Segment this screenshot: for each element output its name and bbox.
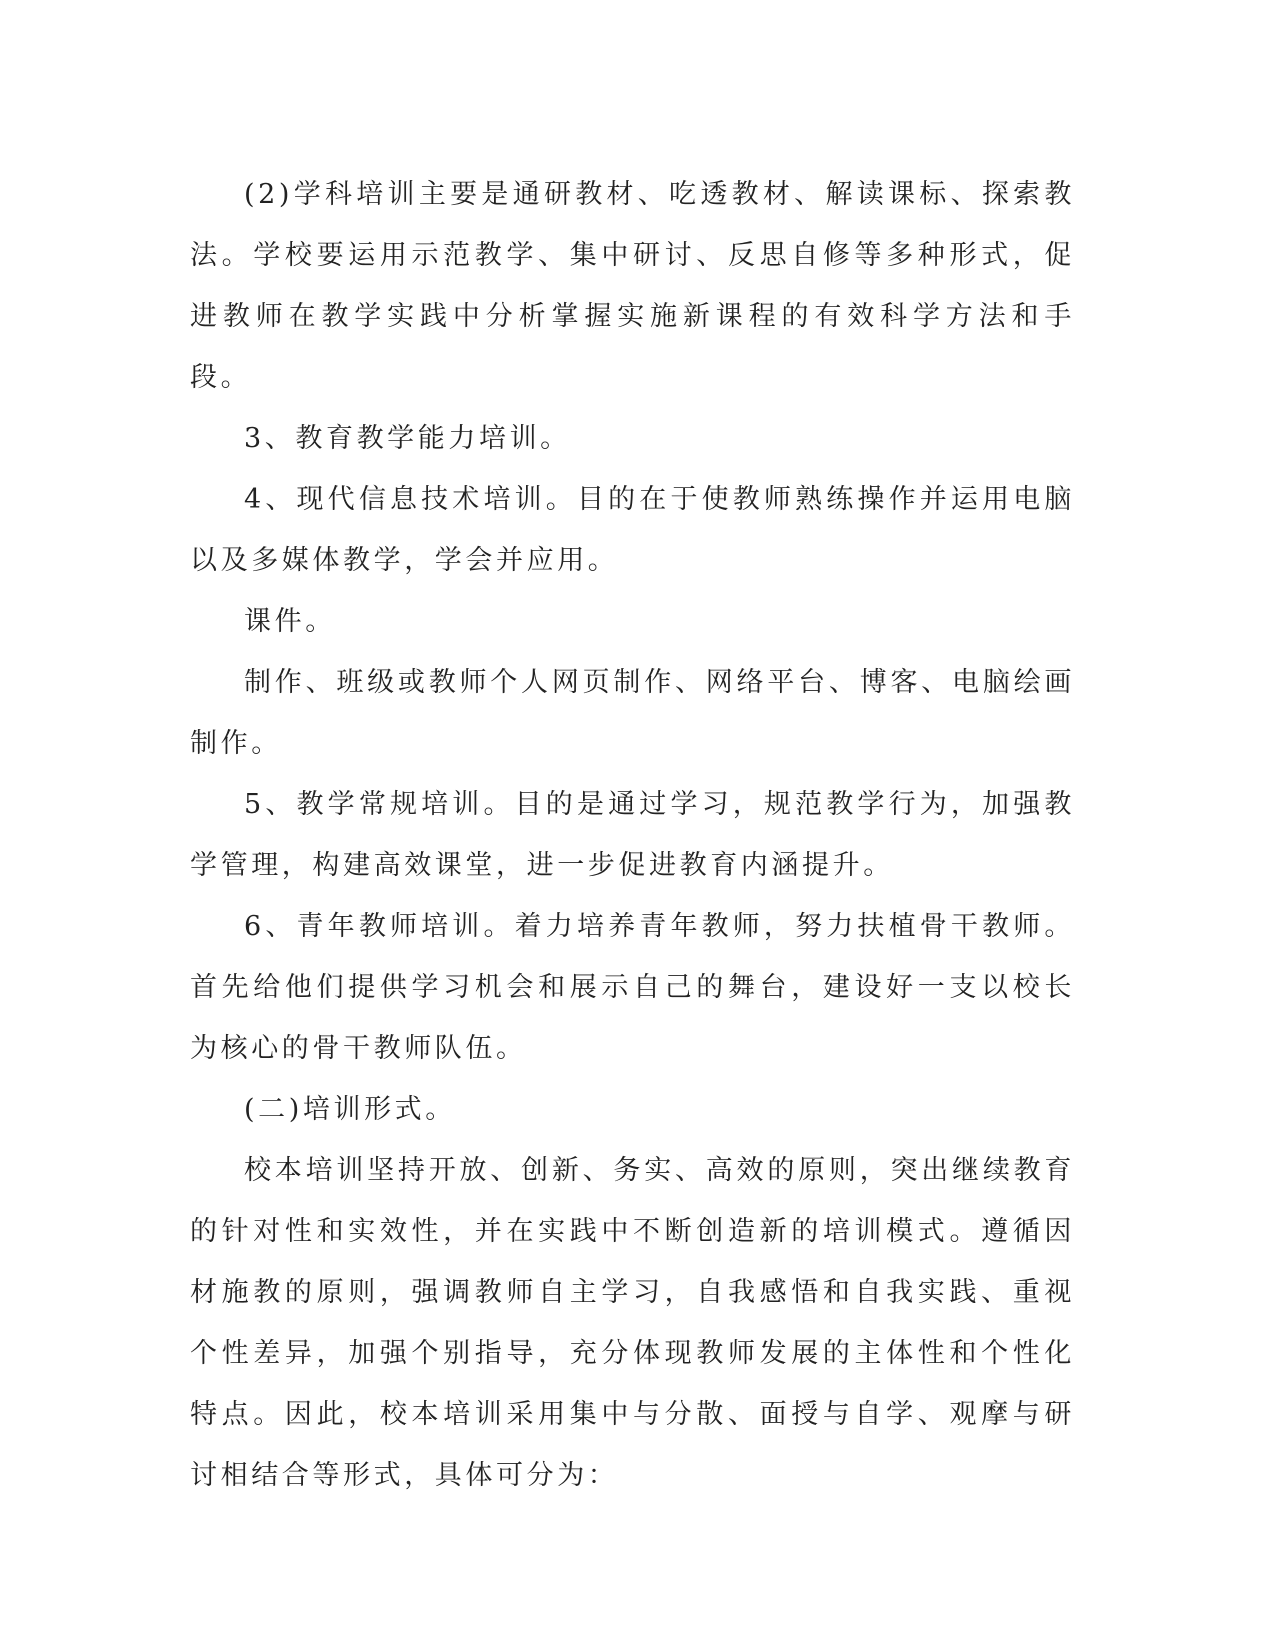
paragraph-training-format-body: 校本培训坚持开放、创新、务实、高效的原则，突出继续教育的针对性和实效性，并在实践中不断创造新的培训模式。遵循因材施教的原则，强调教师自主学习，自我感悟和自我实践、重视个性差异，加强个别指导，充分体现教师发展的主体性和个性化特点。因此，校本培训采用集中与分散、面授与自学、观摩与研讨相结合等形式，具体可分为：: [190, 1155, 1075, 1491]
paragraph-subject-training: (2)学科培训主要是通研教材、吃透教材、解读课标、探索教法。学校要运用示范教学、集中研讨、反思自修等多种形式，促进教师在教学实践中分析掌握实施新课程的有效科学方法和手段。: [190, 179, 1075, 393]
paragraph-it-training: 4、现代信息技术培训。目的在于使教师熟练操作并运用电脑以及多媒体教学，学会并应用。: [190, 484, 1075, 576]
paragraph-production: 制作、班级或教师个人网页制作、网络平台、博客、电脑绘画制作。: [190, 667, 1075, 759]
paragraph-young-teachers: 6、青年教师培训。着力培养青年教师，努力扶植骨干教师。首先给他们提供学习机会和展示自己的舞台，建设好一支以校长为核心的骨干教师队伍。: [190, 911, 1075, 1064]
paragraph-training-format-heading: (二)培训形式。: [244, 1094, 456, 1125]
document-body: [190, 164, 1075, 1506]
paragraph-teaching-ability: 3、教育教学能力培训。: [244, 423, 571, 454]
paragraph-teaching-routine: 5、教学常规培训。目的是通过学习，规范教学行为，加强教学管理，构建高效课堂，进一步促进教育内涵提升。: [190, 789, 1075, 881]
paragraph-courseware: 课件。: [244, 606, 336, 637]
